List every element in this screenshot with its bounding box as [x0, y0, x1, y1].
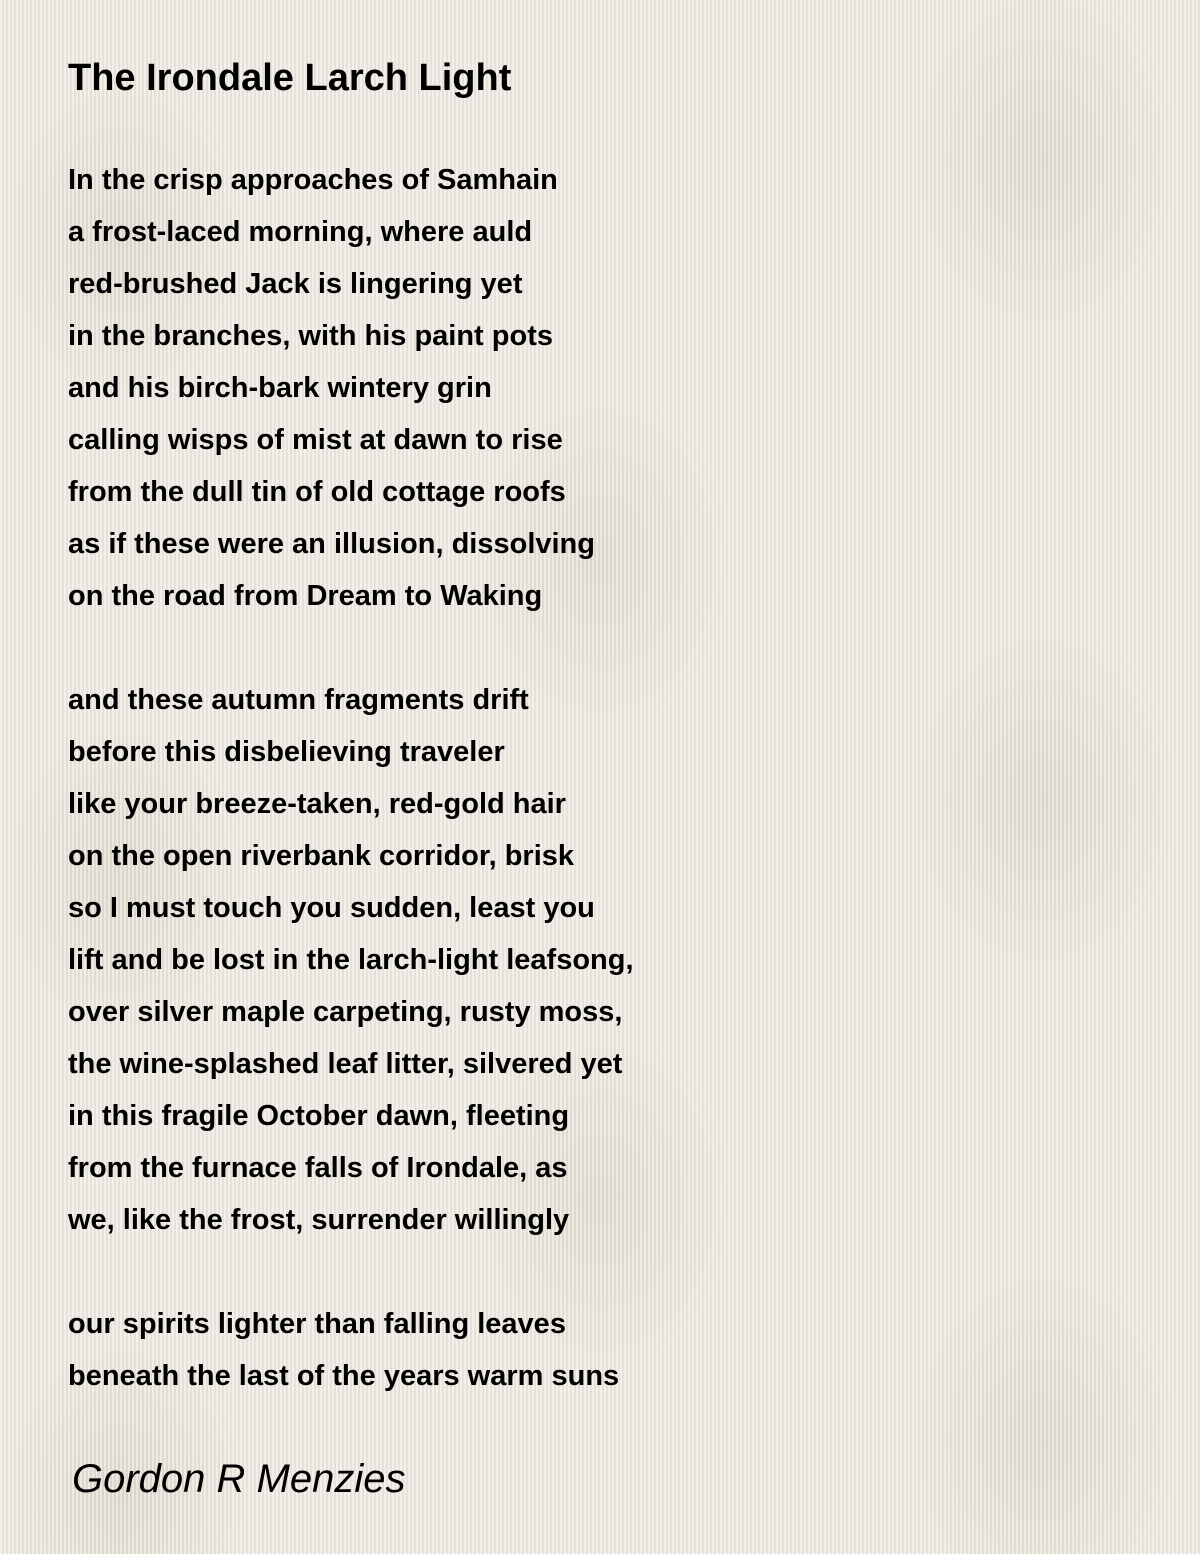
poem-line: as if these were an illusion, dissolving	[68, 528, 595, 560]
poem-line: on the road from Dream to Waking	[68, 580, 543, 612]
poem-line: the wine-splashed leaf litter, silvered yet	[68, 1048, 623, 1080]
poem-line: from the dull tin of old cottage roofs	[68, 476, 566, 508]
poem-line: In the crisp approaches of Samhain	[68, 164, 558, 196]
stanza-3	[68, 1298, 634, 1402]
poem-line: red-brushed Jack is lingering yet	[68, 268, 523, 300]
poem-line: our spirits lighter than falling leaves	[68, 1308, 566, 1340]
stanza-1	[68, 154, 634, 622]
poem-line: on the open riverbank corridor, brisk	[68, 840, 575, 872]
poem-line: so I must touch you sudden, least you	[68, 892, 595, 924]
poem-line: a frost-laced morning, where auld	[68, 216, 533, 248]
poem-line: before this disbelieving traveler	[68, 736, 505, 768]
poem-line: from the furnace falls of Irondale, as	[68, 1152, 568, 1184]
stanza-2	[68, 674, 634, 1246]
poem-line: we, like the frost, surrender willingly	[68, 1204, 570, 1236]
poem-line: in the branches, with his paint pots	[68, 320, 553, 352]
poem-author: Gordon R Menzies	[72, 1457, 406, 1501]
poem-line: over silver maple carpeting, rusty moss,	[68, 996, 623, 1028]
poem-line: calling wisps of mist at dawn to rise	[68, 424, 563, 456]
poem-line: like your breeze-taken, red-gold hair	[68, 788, 566, 820]
poem-title: The Irondale Larch Light	[68, 57, 512, 99]
poem-body	[68, 154, 634, 1402]
poem-line: and these autumn fragments drift	[68, 684, 529, 716]
poem-line: lift and be lost in the larch-light leafsong,	[68, 944, 634, 976]
poem-line: beneath the last of the years warm suns	[68, 1360, 620, 1392]
poem-line: in this fragile October dawn, fleeting	[68, 1100, 570, 1132]
poem-line: and his birch-bark wintery grin	[68, 372, 492, 404]
